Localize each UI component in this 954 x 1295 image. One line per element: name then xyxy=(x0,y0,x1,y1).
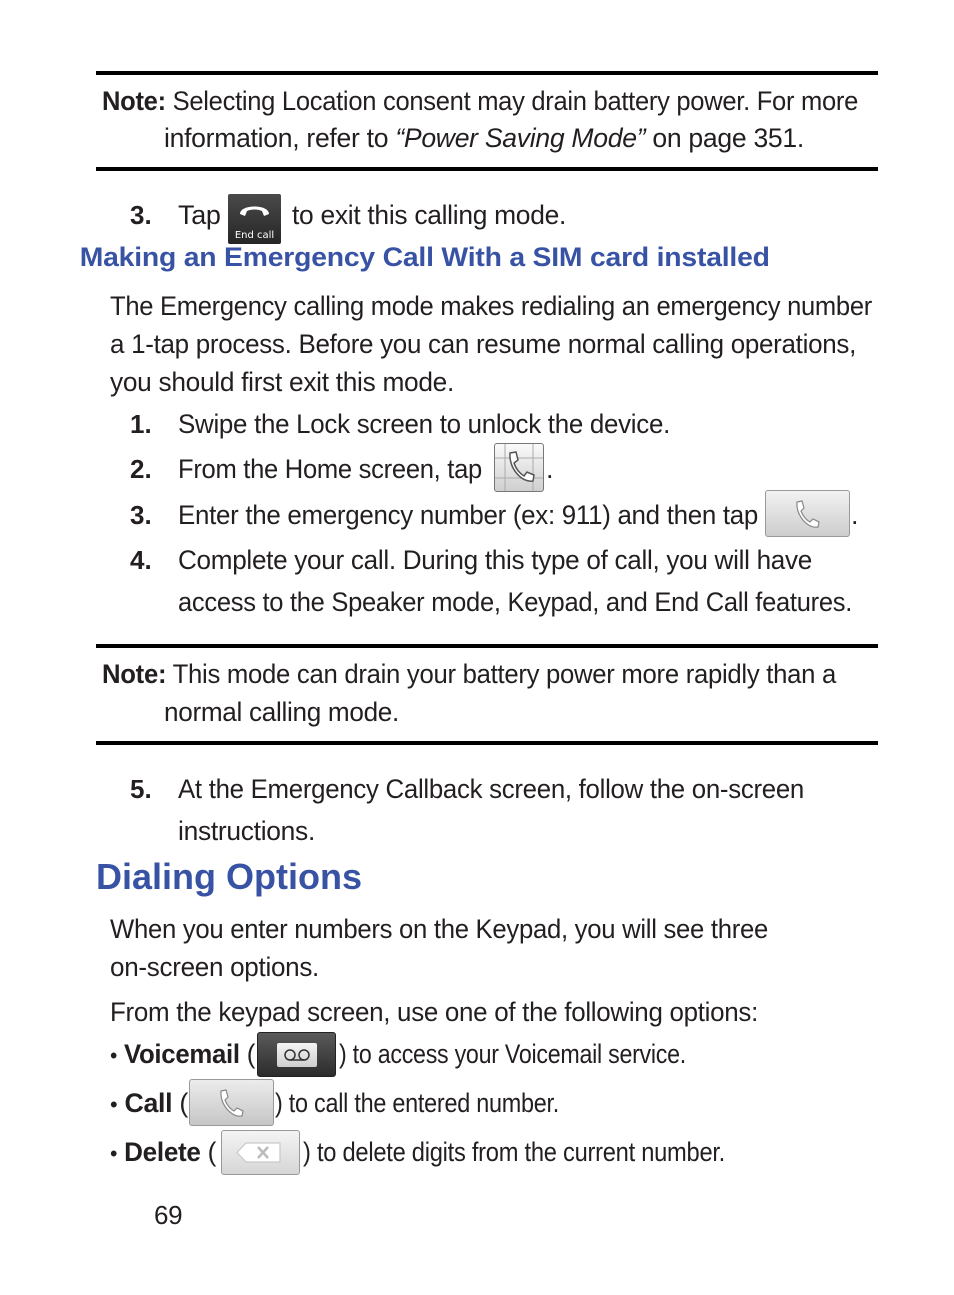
dialing-para-line1: When you enter numbers on the Keypad, you will see three xyxy=(110,914,768,944)
end-call-icon-label: End call xyxy=(234,230,275,241)
voicemail-tape-icon xyxy=(277,1043,317,1067)
note1-text: Selecting Location consent may drain battery power. For more xyxy=(172,86,858,116)
dialing-para2: From the keypad screen, use one of the following options: xyxy=(110,997,758,1027)
call-button-icon xyxy=(189,1079,274,1126)
bullet: • xyxy=(110,1043,118,1068)
option-delete xyxy=(110,1133,216,1173)
paren-open: ( xyxy=(179,1088,188,1118)
step5-line2: instructions. xyxy=(178,816,315,846)
dial-call-button-icon xyxy=(765,490,850,537)
note1-line2-prefix: information, refer to xyxy=(164,123,396,153)
phone-handset-icon xyxy=(495,444,543,491)
step4-number: 4. xyxy=(130,545,152,575)
bullet: • xyxy=(110,1092,118,1117)
emergency-heading: Making an Emergency Call With a SIM card installed xyxy=(79,242,770,272)
option-voicemail xyxy=(110,1035,255,1075)
voicemail-button-icon xyxy=(257,1032,336,1077)
backspace-icon xyxy=(222,1131,299,1174)
note1-line1 xyxy=(102,82,858,120)
phone-hangup-icon xyxy=(228,194,281,228)
bullet: • xyxy=(110,1141,118,1166)
emergency-para-line1: The Emergency calling mode makes redialing an emergency number xyxy=(110,291,872,321)
step5-line1: At the Emergency Callback screen, follow the on-screen xyxy=(178,774,804,804)
note1-line2 xyxy=(164,119,804,157)
option-call xyxy=(110,1084,188,1124)
call-desc: ) to call the entered number. xyxy=(275,1088,559,1118)
voicemail-label: Voicemail xyxy=(123,1039,240,1069)
page-number: 69 xyxy=(154,1200,183,1230)
step1-number: 1. xyxy=(130,409,152,439)
step1-text: Swipe the Lock screen to unlock the device. xyxy=(178,409,670,439)
dialing-para-line2: on-screen options. xyxy=(110,952,319,982)
step3-number: 3. xyxy=(130,500,152,530)
note1-label: Note: xyxy=(102,86,166,116)
delete-button-icon xyxy=(221,1130,300,1175)
step3-exit-number: 3. xyxy=(130,200,152,230)
emergency-para-line3: you should first exit this mode. xyxy=(110,367,454,397)
paren-open: ( xyxy=(207,1137,216,1167)
call-handset-icon xyxy=(766,491,849,536)
step2-text: From the Home screen, tap xyxy=(178,454,482,484)
step3-suffix: . xyxy=(851,500,859,530)
voicemail-desc: ) to access your Voicemail service. xyxy=(339,1039,686,1069)
delete-desc: ) to delete digits from the current number. xyxy=(303,1137,725,1167)
step2-number: 2. xyxy=(130,454,152,484)
note2-text: This mode can drain your battery power more rapidly than a xyxy=(172,659,836,689)
step4-text: Complete your call. During this type of call, you will have xyxy=(178,545,812,575)
call-label: Call xyxy=(124,1088,173,1118)
step2-suffix: . xyxy=(546,454,554,484)
phone-app-icon xyxy=(494,443,544,492)
top-rule xyxy=(96,71,878,75)
note2-line2: normal calling mode. xyxy=(164,697,399,727)
paren-open: ( xyxy=(246,1039,255,1069)
dialing-options-heading: Dialing Options xyxy=(96,856,362,897)
note2-bottom-rule xyxy=(96,741,878,745)
note2-line1 xyxy=(102,655,836,693)
note2-label: Note: xyxy=(102,659,167,689)
step3-text: Enter the emergency number (ex: 911) and then tap xyxy=(178,500,758,530)
step3-exit-post: to exit this calling mode. xyxy=(292,200,566,230)
note1-line2-suffix: on page 351. xyxy=(645,123,804,153)
step3-exit-pre: Tap xyxy=(178,200,221,230)
power-saving-link[interactable]: “Power Saving Mode” xyxy=(395,123,646,153)
end-call-icon xyxy=(228,194,281,244)
delete-label: Delete xyxy=(124,1137,201,1167)
note2-top-rule xyxy=(96,644,878,648)
call-handset-icon xyxy=(190,1080,273,1125)
emergency-para-line2: a 1-tap process. Before you can resume normal calling operations, xyxy=(110,329,856,359)
step4-text2: access to the Speaker mode, Keypad, and End Call features. xyxy=(178,587,852,617)
note1-bottom-rule xyxy=(96,167,878,171)
step5-number: 5. xyxy=(130,774,152,804)
